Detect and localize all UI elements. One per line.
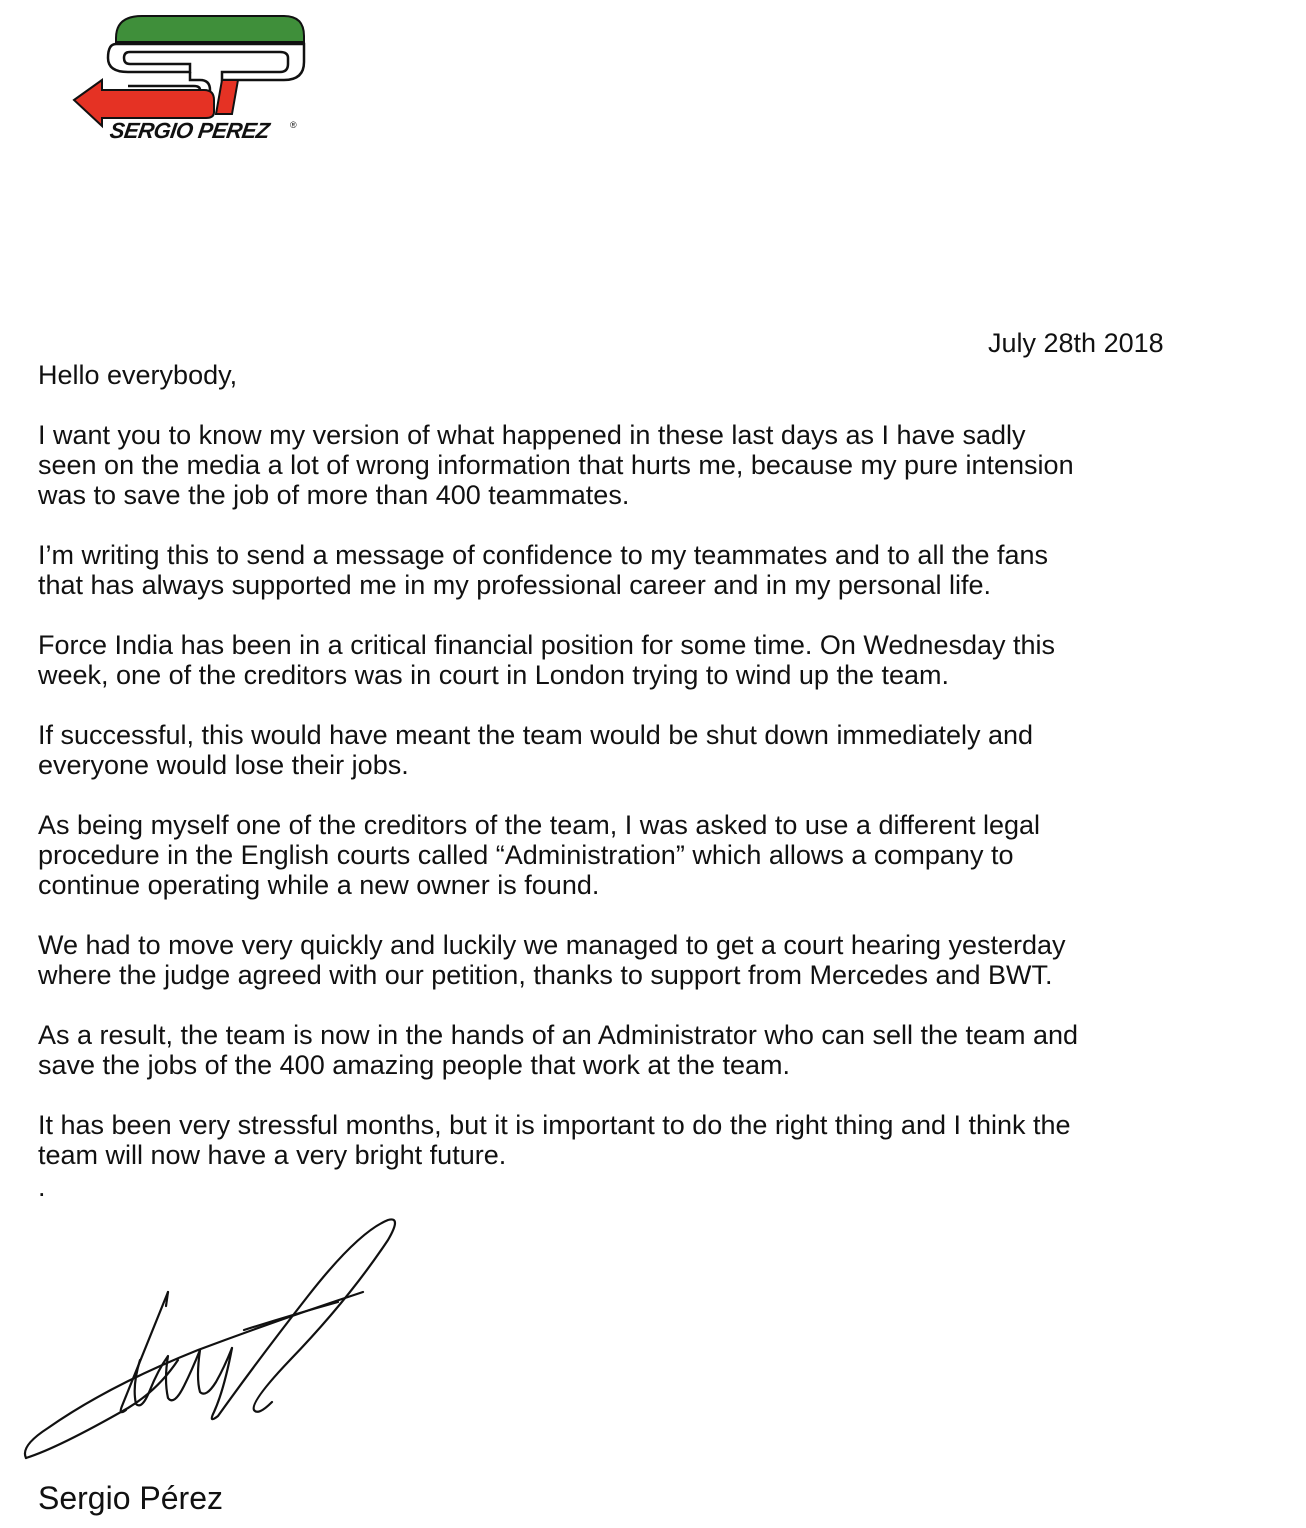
paragraph-line: I’m writing this to send a message of confidence to my teammates and to all the fans xyxy=(38,540,1049,570)
paragraph-1 xyxy=(38,420,1238,510)
paragraph-2 xyxy=(38,540,1238,600)
paragraph-3 xyxy=(38,630,1238,690)
paragraph-line: that has always supported me in my professional career and in my personal life. xyxy=(38,570,991,600)
trailing-dot: . xyxy=(38,1172,46,1202)
paragraph-line: procedure in the English courts called “Administration” which allows a company to xyxy=(38,840,1014,870)
greeting: Hello everybody, xyxy=(38,360,238,390)
paragraph-line: was to save the job of more than 400 teammates. xyxy=(38,480,630,510)
paragraph-line: As a result, the team is now in the hands of an Administrator who can sell the team and xyxy=(38,1020,1079,1050)
logo-wordmark: SERGIO PEREZ xyxy=(108,118,271,143)
paragraph-line: Force India has been in a critical financial position for some time. On Wednesday this xyxy=(38,630,1056,660)
paragraph-line: save the jobs of the 400 amazing people that work at the team. xyxy=(38,1050,790,1080)
paragraph-line: It has been very stressful months, but it is important to do the right thing and I think the xyxy=(38,1110,1071,1140)
paragraph-line: where the judge agreed with our petition, thanks to support from Mercedes and BWT. xyxy=(38,960,1053,990)
paragraph-line: As being myself one of the creditors of the team, I was asked to use a different legal xyxy=(38,810,1041,840)
handwritten-signature xyxy=(18,1210,408,1472)
logo-green-band xyxy=(116,16,304,42)
paragraph-7 xyxy=(38,1020,1238,1080)
logo-registered-mark: ® xyxy=(290,120,297,130)
letter-date: July 28th 2018 xyxy=(988,328,1164,358)
logo-p-stem xyxy=(216,80,238,114)
paragraph-line: continue operating while a new owner is found. xyxy=(38,870,600,900)
paragraph-8 xyxy=(38,1110,1238,1170)
paragraph-6 xyxy=(38,930,1238,990)
paragraph-line: everyone would lose their jobs. xyxy=(38,750,409,780)
paragraph-line: team will now have a very bright future. xyxy=(38,1140,507,1170)
letter-body xyxy=(38,360,1238,1170)
paragraph-line: I want you to know my version of what happened in these last days as I have sadly xyxy=(38,420,1026,450)
paragraph-line: seen on the media a lot of wrong information that hurts me, because my pure intension xyxy=(38,450,1074,480)
paragraph-4 xyxy=(38,720,1238,780)
paragraph-line: We had to move very quickly and luckily we managed to get a court hearing yesterday xyxy=(38,930,1066,960)
signer-name: Sergio Pérez xyxy=(38,1480,223,1516)
paragraph-line: If successful, this would have meant the team would be shut down immediately and xyxy=(38,720,1034,750)
paragraph-5 xyxy=(38,810,1238,900)
logo-sp-body xyxy=(108,44,304,80)
paragraph-line: week, one of the creditors was in court in London trying to wind up the team. xyxy=(38,660,950,690)
